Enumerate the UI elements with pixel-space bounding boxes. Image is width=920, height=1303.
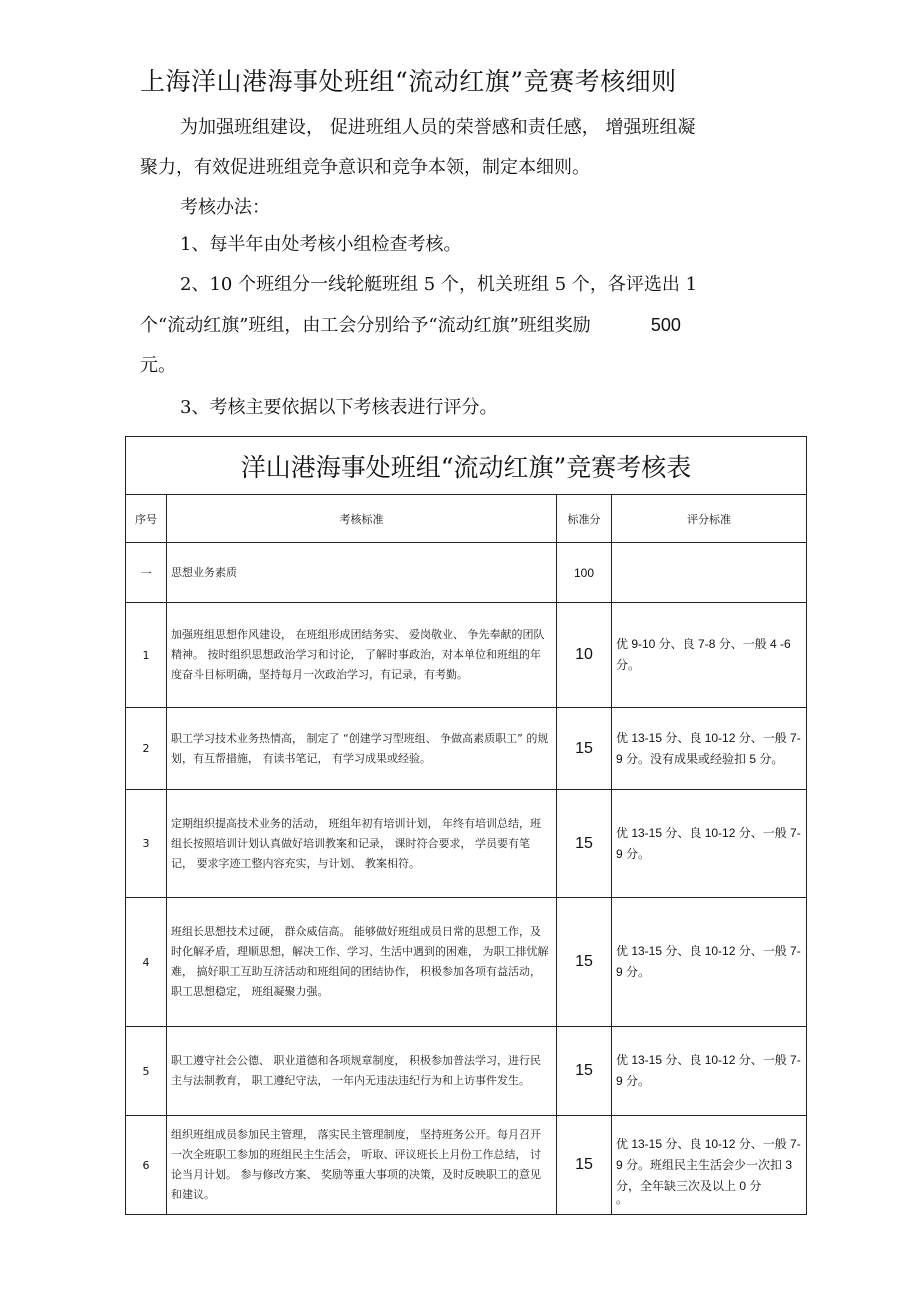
header-rule: 评分标准 [612,495,807,543]
row-seq: 3 [126,790,167,898]
row-seq: 2 [126,708,167,790]
row-points: 15 [557,1116,612,1215]
row-rule: 优 13-15 分、良 10-12 分、一般 7-9 分。班组民主生活会少一次扣 3 分，全年缺三次及以上 0 分 [612,1116,807,1215]
intro-paragraph [140,108,780,188]
trailing-mark: 。 [616,1192,629,1206]
row-points: 15 [557,1027,612,1116]
row-points: 100 [557,543,612,603]
row-criteria: 加强班组思想作风建设， 在班组形成团结务实、 爱岗敬业、 争先奉献的团队精神。 按时组织思想政治学习和讨论， 了解时事政治，对本单位和班组的年度奋斗目标明确，坚持每月一次政治学习，有记录，有考勤。 [167,603,557,708]
row-criteria: 班组长思想技术过硬， 群众威信高。 能够做好班组成员日常的思想工作，及时化解矛盾，理顺思想，解决工作、学习、生活中遇到的困难， 为职工排忧解难， 搞好职工互助互济活动和班组间的团结协作， 积极参加各项有益活动， 职工思想稳定， 班组凝聚力强。 [167,898,557,1027]
table-row [126,898,807,1027]
row-seq: 1 [126,603,167,708]
table-row [126,1027,807,1116]
row-rule: 优 13-15 分、良 10-12 分、一般 7-9 分。 [612,790,807,898]
reward-amount: 500 [650,315,681,335]
row-points: 15 [557,898,612,1027]
method-item-2-line-1: 2、10 个班组分一线轮艇班组 5 个，机关班组 5 个，各评选出 1 [180,274,698,295]
document-title: 上海洋山港海事处班组“流动红旗”竞赛考核细则 [140,67,677,96]
row-rule [612,543,807,603]
row-rule: 优 9-10 分、良 7-8 分、一般 4 -6 分。 [612,603,807,708]
row-points: 15 [557,708,612,790]
header-criteria: 考核标准 [167,495,557,543]
row-points: 15 [557,790,612,898]
assessment-table [125,436,807,1215]
row-criteria: 职工遵守社会公德、 职业道德和各项规章制度， 积极参加普法学习，进行民主与法制教育， 职工遵纪守法， 一年内无违法违纪行为和上访事件发生。 [167,1027,557,1116]
row-rule: 优 13-15 分、良 10-12 分、一般 7-9 分。 [612,898,807,1027]
row-criteria: 职工学习技术业务热情高， 制定了 “创建学习型班组、 争做高素质职工” 的规划，有互帮措施， 有读书笔记， 有学习成果或经验。 [167,708,557,790]
method-item-1: 1、每半年由处考核小组检查考核。 [180,234,462,255]
row-seq: 4 [126,898,167,1027]
row-criteria: 思想业务素质 [167,543,557,603]
method-item-2-text: 个“流动红旗”班组，由工会分别给予“流动红旗”班组奖励 [140,315,591,336]
table-caption: 洋山港海事处班组“流动红旗”竞赛考核表 [126,437,807,495]
row-rule: 优 13-15 分、良 10-12 分、一般 7-9 分。没有成果或经验扣 5 分。 [612,708,807,790]
table-row [126,1116,807,1215]
intro-line-2: 聚力，有效促进班组竞争意识和竞争本领，制定本细则。 [140,157,590,178]
row-seq: 一 [126,543,167,603]
intro-line-1: 为加强班组建设， 促进班组人员的荣誉感和责任感， 增强班组凝 [180,117,696,138]
row-points: 10 [557,603,612,708]
table-row [126,543,807,603]
row-rule: 优 13-15 分、良 10-12 分、一般 7-9 分。 [612,1027,807,1116]
table-row [126,790,807,898]
table-header-row [126,495,807,543]
method-item-2-line-2 [140,305,780,346]
row-seq: 5 [126,1027,167,1116]
header-seq: 序号 [126,495,167,543]
method-item-3: 3、考核主要依据以下考核表进行评分。 [180,397,498,418]
table-row [126,603,807,708]
method-heading: 考核办法： [180,197,270,218]
row-criteria: 组织班组成员参加民主管理， 落实民主管理制度， 坚持班务公开。每月召开一次全班职工参加的班组民主生活会， 听取、评议班长上月份工作总结， 讨论当月计划。 参与修改方案、 奖励等重大事项的决策，及时反映职工的意见和建议。 [167,1116,557,1215]
table-row [126,708,807,790]
row-seq: 6 [126,1116,167,1215]
header-points: 标准分 [557,495,612,543]
method-item-2-line-3: 元。 [140,355,176,376]
row-criteria: 定期组织提高技术业务的活动， 班组年初有培训计划， 年终有培训总结，班组长按照培训计划认真做好培训教案和记录， 课时符合要求， 学员要有笔记， 要求字迹工整内容充实，与计划、 教案相符。 [167,790,557,898]
method-item-2 [140,265,780,386]
